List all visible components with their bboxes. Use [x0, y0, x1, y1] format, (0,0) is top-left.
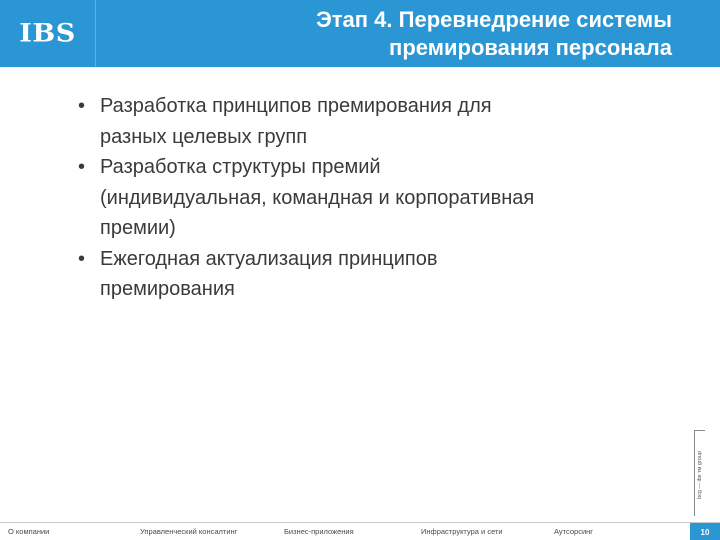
bullet-1-line-2: разных целевых групп — [100, 125, 308, 148]
footer-link-business-apps[interactable]: Бизнес-приложения — [284, 527, 354, 536]
side-partner-text: bcg — ibs тм group — [697, 451, 703, 499]
bullet-list — [78, 91, 658, 305]
bullet-3-line-2: премирования — [100, 278, 235, 300]
slide-header — [0, 0, 720, 67]
bullet-marker: • — [78, 247, 86, 270]
footer-link-infrastructure[interactable]: Инфраструктура и сети — [421, 527, 503, 536]
footer-link-consulting[interactable]: Управленческий консалтинг — [140, 527, 238, 536]
footer-link-outsourcing[interactable]: Аутсорсинг — [554, 527, 594, 536]
page-number: 10 — [690, 523, 720, 540]
slide-title — [112, 6, 672, 62]
bullet-item-2 — [78, 152, 658, 244]
bullet-3-line-1: Ежегодная актуализация принципов — [100, 247, 438, 270]
bullet-1-line-1: Разработка принципов премирования для — [100, 95, 492, 117]
side-partner-mark — [694, 430, 705, 516]
bullet-2-line-2: (индивидуальная, командная и корпоративная — [100, 186, 535, 209]
bullet-marker: • — [78, 156, 86, 178]
slide-title-line-1: Этап 4. Перевнедрение системы — [316, 7, 672, 32]
bullet-item-3 — [78, 244, 658, 305]
ibs-logo[interactable] — [0, 0, 96, 67]
footer-link-about[interactable]: О компании — [8, 527, 50, 536]
bullet-2-line-3: премии) — [100, 217, 176, 239]
footer-nav — [0, 522, 720, 540]
slide-title-line-2: премирования персонала — [389, 35, 672, 60]
bullet-marker: • — [78, 95, 86, 117]
bullet-item-1 — [78, 91, 658, 152]
ibs-logo-text: IBS — [19, 18, 76, 49]
bullet-2-line-1: Разработка структуры премий — [100, 156, 381, 178]
